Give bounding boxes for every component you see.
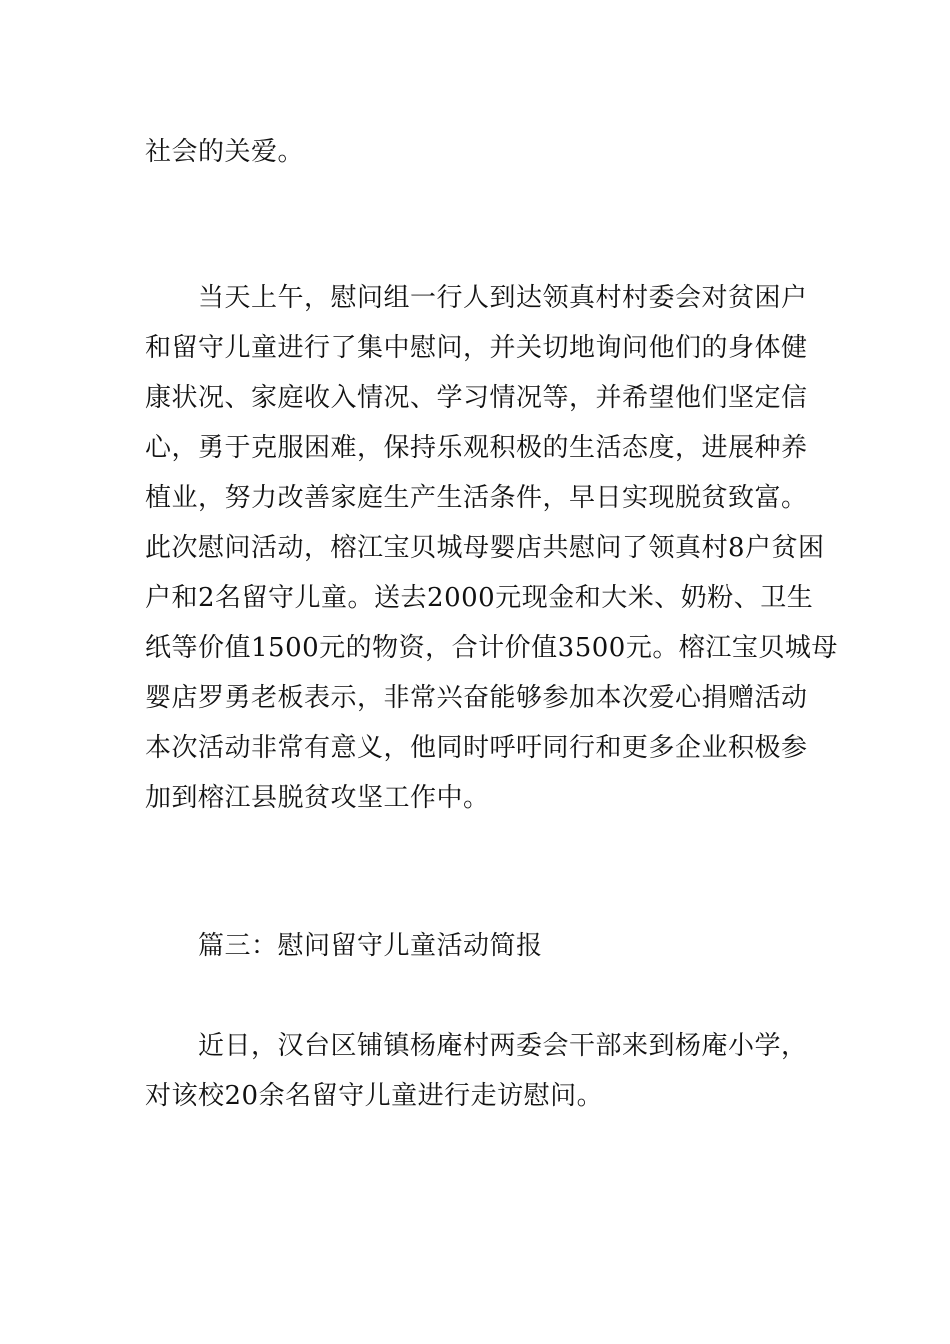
paragraph-line: 加到榕江县脱贫攻坚工作中。: [145, 783, 490, 813]
paragraph-line: 本次活动非常有意义，他同时呼吁同行和更多企业积极参: [145, 733, 808, 763]
paragraph-line: 植业，努力改善家庭生产生活条件，早日实现脱贫致富。: [145, 483, 808, 513]
paragraph-line: 户和2名留守儿童。送去2000元现金和大米、奶粉、卫生: [145, 583, 814, 613]
paragraph-line: 近日，汉台区铺镇杨庵村两委会干部来到杨庵小学，: [198, 1031, 808, 1061]
paragraph-line: 康状况、家庭收入情况、学习情况等，并希望他们坚定信: [145, 383, 808, 413]
paragraph-line: 婴店罗勇老板表示，非常兴奋能够参加本次爱心捐赠活动: [145, 683, 808, 713]
paragraph-line: 此次慰问活动，榕江宝贝城母婴店共慰问了领真村8户贫困: [145, 533, 825, 563]
section-heading: 篇三：慰问留守儿童活动简报: [198, 931, 543, 961]
paragraph-line: 对该校20余名留守儿童进行走访慰问。: [145, 1081, 604, 1111]
paragraph-line: 当天上午，慰问组一行人到达领真村村委会对贫困户: [198, 283, 808, 313]
paragraph-line: 纸等价值1500元的物资，合计价值3500元。榕江宝贝城母: [145, 633, 838, 663]
paragraph-line: 心，勇于克服困难，保持乐观积极的生活态度，进展种养: [145, 433, 808, 463]
paragraph-line: 和留守儿童进行了集中慰问，并关切地询问他们的身体健: [145, 333, 808, 363]
paragraph-line: 社会的关爱。: [145, 137, 305, 167]
